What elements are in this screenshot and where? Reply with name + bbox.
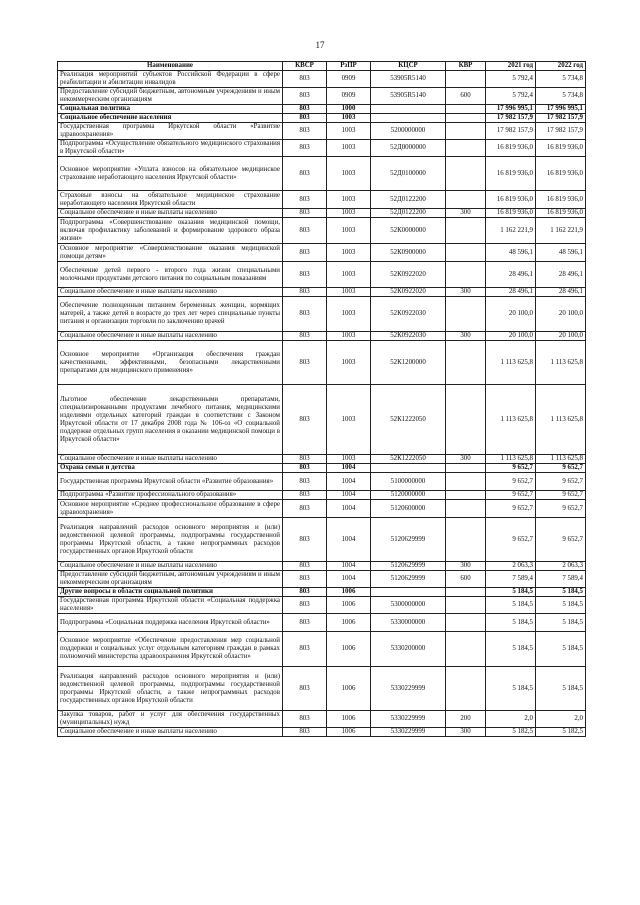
row-name: Реализация направлений расходов основного мероприятия и (или) ведомственной целевой программы, подпрограммы государственной программы Иркутской области, а также непрограммных расходов государственных органов Иркутской области bbox=[58, 667, 283, 711]
row-kcsr: 52К0922020 bbox=[371, 262, 446, 288]
row-2021: 2 063,3 bbox=[486, 562, 536, 571]
row-kcsr: 52Д0100000 bbox=[371, 157, 446, 191]
row-kcsr: 5120000000 bbox=[371, 491, 446, 500]
row-2021: 16 819 936,0 bbox=[486, 191, 536, 209]
row-kvsr: 803 bbox=[283, 218, 327, 244]
row-rzpr: 1004 bbox=[327, 491, 371, 500]
header-2022: 2022 год bbox=[536, 62, 586, 71]
row-name: Социальное обеспечение и иные выплаты населению bbox=[58, 209, 283, 218]
row-name: Страховые взносы на обязательное медицинское страхование неработающего населения Иркутской области bbox=[58, 191, 283, 209]
row-kvsr: 803 bbox=[283, 123, 327, 140]
table-row bbox=[58, 140, 586, 157]
row-rzpr: 0909 bbox=[327, 71, 371, 88]
row-rzpr: 1003 bbox=[327, 114, 371, 123]
row-kvsr: 803 bbox=[283, 473, 327, 491]
row-kcsr: 52Д0000000 bbox=[371, 140, 446, 157]
row-kcsr: 53905R5140 bbox=[371, 88, 446, 105]
table-row bbox=[58, 464, 586, 473]
row-2022: 28 496,1 bbox=[536, 288, 586, 297]
table-row bbox=[58, 518, 586, 562]
row-kvr: 300 bbox=[446, 455, 486, 464]
row-kvr bbox=[446, 218, 486, 244]
row-rzpr: 1003 bbox=[327, 140, 371, 157]
row-rzpr: 1004 bbox=[327, 473, 371, 491]
row-kcsr: 5200000000 bbox=[371, 123, 446, 140]
table-row bbox=[58, 297, 586, 332]
row-2021: 9 652,7 bbox=[486, 491, 536, 500]
row-2021: 17 996 995,1 bbox=[486, 105, 536, 114]
row-kvsr: 803 bbox=[283, 332, 327, 341]
row-kvr bbox=[446, 341, 486, 385]
row-kvsr: 803 bbox=[283, 711, 327, 728]
row-name: Реализация мероприятий субъектов Российской Федерации в сфере реабилитации и абилитации инвалидов bbox=[58, 71, 283, 88]
row-kvsr: 803 bbox=[283, 105, 327, 114]
row-2022: 16 819 936,0 bbox=[536, 209, 586, 218]
row-name: Государственная программа Иркутской области «Развитие образования» bbox=[58, 473, 283, 491]
row-2022: 5 184,5 bbox=[536, 588, 586, 597]
row-kcsr bbox=[371, 114, 446, 123]
row-rzpr: 1006 bbox=[327, 614, 371, 632]
row-2021: 17 982 157,9 bbox=[486, 123, 536, 140]
row-name: Подпрограмма «Развитие профессионального образования» bbox=[58, 491, 283, 500]
row-name: Закупка товаров, работ и услуг для обеспечения государственных (муниципальных) нужд bbox=[58, 711, 283, 728]
row-kvsr: 803 bbox=[283, 71, 327, 88]
row-kvsr: 803 bbox=[283, 614, 327, 632]
row-rzpr: 1004 bbox=[327, 500, 371, 518]
row-kvr: 300 bbox=[446, 332, 486, 341]
table-row bbox=[58, 614, 586, 632]
row-2022: 1 162 221,9 bbox=[536, 218, 586, 244]
row-name: Государственная программа Иркутской области «Социальная поддержка населения» bbox=[58, 597, 283, 614]
row-kvr bbox=[446, 123, 486, 140]
row-kvsr: 803 bbox=[283, 244, 327, 262]
row-name: Предоставление субсидий бюджетным, автономным учреждениям и иным некоммерческим организациям bbox=[58, 571, 283, 588]
row-name: Льготное обеспечение лекарственными препаратами, специализированными продуктами лечебного питания, медицинскими изделиями отдельных категорий граждан в соответствии с Законом Иркутской области от 17 декабря 2008 года № 106-оз «О социальной поддержке отдельных групп населения в оказании медицинской помощи в Иркутской области» bbox=[58, 385, 283, 455]
row-rzpr: 1003 bbox=[327, 297, 371, 332]
row-name: Социальное обеспечение и иные выплаты населению bbox=[58, 455, 283, 464]
row-kvsr: 803 bbox=[283, 491, 327, 500]
row-2022: 7 589,4 bbox=[536, 571, 586, 588]
row-kvsr: 803 bbox=[283, 562, 327, 571]
header-kvsr: КВСР bbox=[283, 62, 327, 71]
row-2021: 17 982 157,9 bbox=[486, 114, 536, 123]
row-rzpr: 1006 bbox=[327, 667, 371, 711]
row-kcsr: 5330229999 bbox=[371, 667, 446, 711]
row-2021: 1 113 625,8 bbox=[486, 385, 536, 455]
row-kvr bbox=[446, 667, 486, 711]
table-row bbox=[58, 588, 586, 597]
row-2022: 17 996 995,1 bbox=[536, 105, 586, 114]
row-name: Социальное обеспечение и иные выплаты населению bbox=[58, 332, 283, 341]
row-2021: 5 184,5 bbox=[486, 597, 536, 614]
row-rzpr: 1004 bbox=[327, 562, 371, 571]
row-2022: 9 652,7 bbox=[536, 491, 586, 500]
row-2021: 1 162 221,9 bbox=[486, 218, 536, 244]
row-kvsr: 803 bbox=[283, 728, 327, 737]
table-header-row bbox=[58, 62, 586, 71]
table-row bbox=[58, 71, 586, 88]
row-kvsr: 803 bbox=[283, 114, 327, 123]
row-2021: 20 100,0 bbox=[486, 332, 536, 341]
row-2022: 48 596,1 bbox=[536, 244, 586, 262]
row-2022: 9 652,7 bbox=[536, 473, 586, 491]
row-2021: 5 182,5 bbox=[486, 728, 536, 737]
table-row bbox=[58, 88, 586, 105]
row-kcsr: 5300000000 bbox=[371, 597, 446, 614]
row-name: Подпрограмма «Совершенствование оказания медицинской помощи, включая профилактику заболеваний и формирование здорового образа жизни» bbox=[58, 218, 283, 244]
row-rzpr: 1006 bbox=[327, 728, 371, 737]
row-2021: 16 819 936,0 bbox=[486, 157, 536, 191]
row-rzpr: 1003 bbox=[327, 209, 371, 218]
row-name: Основное мероприятие «Среднее профессиональное образование в сфере здравоохранения» bbox=[58, 500, 283, 518]
row-name: Предоставление субсидий бюджетным, автономным учреждениям и иным некоммерческим организациям bbox=[58, 88, 283, 105]
row-2022: 16 819 936,0 bbox=[536, 191, 586, 209]
row-name: Подпрограмма «Осуществление обязательного медицинского страхования в Иркутской области» bbox=[58, 140, 283, 157]
row-kvsr: 803 bbox=[283, 500, 327, 518]
row-kvr bbox=[446, 385, 486, 455]
row-2021: 16 819 936,0 bbox=[486, 140, 536, 157]
row-kvr bbox=[446, 597, 486, 614]
row-kvr bbox=[446, 500, 486, 518]
row-name: Обеспечение детей первого - второго года жизни специальными молочными продуктами детского питания по социальным показаниям bbox=[58, 262, 283, 288]
row-rzpr: 1003 bbox=[327, 244, 371, 262]
row-rzpr: 1003 bbox=[327, 455, 371, 464]
row-kvr bbox=[446, 244, 486, 262]
header-name: Наименование bbox=[58, 62, 283, 71]
row-2021: 20 100,0 bbox=[486, 297, 536, 332]
row-rzpr: 1003 bbox=[327, 341, 371, 385]
row-name: Основное мероприятие «Совершенствование оказания медицинской помощи детям» bbox=[58, 244, 283, 262]
row-2021: 5 792,4 bbox=[486, 88, 536, 105]
table-row bbox=[58, 385, 586, 455]
row-rzpr: 1003 bbox=[327, 262, 371, 288]
row-2022: 5 184,5 bbox=[536, 614, 586, 632]
row-kcsr: 53905R5140 bbox=[371, 71, 446, 88]
row-kvr bbox=[446, 157, 486, 191]
row-kvr: 600 bbox=[446, 88, 486, 105]
row-name: Реализация направлений расходов основного мероприятия и (или) ведомственной целевой программы, подпрограммы государственной программы Иркутской области, а также непрограммных расходов государственных органов Иркутской области bbox=[58, 518, 283, 562]
row-kvr bbox=[446, 140, 486, 157]
row-kvsr: 803 bbox=[283, 262, 327, 288]
row-kcsr: 52Д0122200 bbox=[371, 191, 446, 209]
row-kvr: 300 bbox=[446, 728, 486, 737]
row-2022: 1 113 625,8 bbox=[536, 455, 586, 464]
row-kcsr: 52К1222050 bbox=[371, 455, 446, 464]
row-rzpr: 1000 bbox=[327, 105, 371, 114]
row-rzpr: 1004 bbox=[327, 518, 371, 562]
table-row bbox=[58, 473, 586, 491]
row-rzpr: 1006 bbox=[327, 711, 371, 728]
row-kvr bbox=[446, 114, 486, 123]
row-kvsr: 803 bbox=[283, 632, 327, 667]
row-kcsr: 5330200000 bbox=[371, 632, 446, 667]
row-kcsr: 52К0922030 bbox=[371, 297, 446, 332]
row-2022: 1 113 625,8 bbox=[536, 341, 586, 385]
header-2021: 2021 год bbox=[486, 62, 536, 71]
row-2022: 9 652,7 bbox=[536, 464, 586, 473]
row-kcsr: 52К0000000 bbox=[371, 218, 446, 244]
row-kvr bbox=[446, 191, 486, 209]
row-2021: 5 184,5 bbox=[486, 667, 536, 711]
row-2022: 5 184,5 bbox=[536, 632, 586, 667]
row-2022: 5 734,8 bbox=[536, 88, 586, 105]
row-kvsr: 803 bbox=[283, 464, 327, 473]
header-kcsr: КЦСР bbox=[371, 62, 446, 71]
row-kcsr: 52Д0122200 bbox=[371, 209, 446, 218]
row-rzpr: 1006 bbox=[327, 632, 371, 667]
table-row bbox=[58, 491, 586, 500]
table-row bbox=[58, 341, 586, 385]
row-name: Государственная программа Иркутской области «Развитие здравоохранения» bbox=[58, 123, 283, 140]
table-row bbox=[58, 105, 586, 114]
row-2021: 1 113 625,8 bbox=[486, 341, 536, 385]
row-kcsr: 5330229999 bbox=[371, 728, 446, 737]
row-kcsr bbox=[371, 588, 446, 597]
row-2022: 2,0 bbox=[536, 711, 586, 728]
row-2022: 9 652,7 bbox=[536, 500, 586, 518]
row-2022: 16 819 936,0 bbox=[536, 140, 586, 157]
row-name: Социальное обеспечение и иные выплаты населению bbox=[58, 728, 283, 737]
row-kvsr: 803 bbox=[283, 385, 327, 455]
row-rzpr: 1003 bbox=[327, 385, 371, 455]
row-2021: 5 792,4 bbox=[486, 71, 536, 88]
row-kvr bbox=[446, 473, 486, 491]
row-2021: 28 496,1 bbox=[486, 288, 536, 297]
row-kcsr: 5120629999 bbox=[371, 571, 446, 588]
row-kcsr bbox=[371, 105, 446, 114]
row-kvr bbox=[446, 491, 486, 500]
row-2022: 1 113 625,8 bbox=[536, 385, 586, 455]
table-row bbox=[58, 455, 586, 464]
row-kcsr: 52К0922020 bbox=[371, 288, 446, 297]
row-2021: 28 496,1 bbox=[486, 262, 536, 288]
row-name: Охрана семьи и детства bbox=[58, 464, 283, 473]
row-kvsr: 803 bbox=[283, 455, 327, 464]
row-name: Подпрограмма «Социальная поддержка населения Иркутской области» bbox=[58, 614, 283, 632]
row-rzpr: 1006 bbox=[327, 597, 371, 614]
row-kvr bbox=[446, 464, 486, 473]
row-kvr bbox=[446, 297, 486, 332]
row-kvsr: 803 bbox=[283, 88, 327, 105]
row-2022: 5 184,5 bbox=[536, 597, 586, 614]
table-row bbox=[58, 262, 586, 288]
row-name: Основное мероприятие «Организация обеспечения граждан качественными, эффективными, безопасными лекарственными препаратами для медицинского применения» bbox=[58, 341, 283, 385]
row-kcsr bbox=[371, 464, 446, 473]
row-rzpr: 1003 bbox=[327, 157, 371, 191]
row-kvr: 300 bbox=[446, 209, 486, 218]
row-2022: 16 819 936,0 bbox=[536, 157, 586, 191]
row-2021: 5 184,5 bbox=[486, 588, 536, 597]
row-rzpr: 1003 bbox=[327, 288, 371, 297]
row-kcsr: 5100000000 bbox=[371, 473, 446, 491]
row-2021: 5 184,5 bbox=[486, 614, 536, 632]
table-row bbox=[58, 114, 586, 123]
header-rzpr: РзПР bbox=[327, 62, 371, 71]
table-row bbox=[58, 209, 586, 218]
table-row bbox=[58, 332, 586, 341]
table-row bbox=[58, 571, 586, 588]
table-row bbox=[58, 500, 586, 518]
row-kvsr: 803 bbox=[283, 588, 327, 597]
row-2021: 9 652,7 bbox=[486, 518, 536, 562]
row-kcsr: 52К0900000 bbox=[371, 244, 446, 262]
header-kvr: КВР bbox=[446, 62, 486, 71]
row-kvr bbox=[446, 632, 486, 667]
row-kvr bbox=[446, 105, 486, 114]
table-row bbox=[58, 667, 586, 711]
row-kvsr: 803 bbox=[283, 518, 327, 562]
row-kvsr: 803 bbox=[283, 157, 327, 191]
row-kcsr: 5120600000 bbox=[371, 500, 446, 518]
row-2021: 16 819 936,0 bbox=[486, 209, 536, 218]
row-kvsr: 803 bbox=[283, 571, 327, 588]
row-kvr bbox=[446, 614, 486, 632]
row-kvsr: 803 bbox=[283, 667, 327, 711]
row-2021: 5 184,5 bbox=[486, 632, 536, 667]
page-number: 17 bbox=[315, 40, 325, 50]
table-row bbox=[58, 632, 586, 667]
budget-table bbox=[57, 61, 586, 737]
row-kvsr: 803 bbox=[283, 297, 327, 332]
row-kcsr: 5120629999 bbox=[371, 562, 446, 571]
row-2022: 17 982 157,9 bbox=[536, 123, 586, 140]
row-2022: 5 734,8 bbox=[536, 71, 586, 88]
row-kvsr: 803 bbox=[283, 597, 327, 614]
row-2022: 5 184,5 bbox=[536, 667, 586, 711]
row-2021: 7 589,4 bbox=[486, 571, 536, 588]
row-rzpr: 1004 bbox=[327, 464, 371, 473]
row-name: Социальное обеспечение и иные выплаты населению bbox=[58, 288, 283, 297]
row-rzpr: 0909 bbox=[327, 88, 371, 105]
row-2022: 20 100,0 bbox=[536, 297, 586, 332]
row-kvr: 200 bbox=[446, 711, 486, 728]
row-name: Социальное обеспечение населения bbox=[58, 114, 283, 123]
row-name: Другие вопросы в области социальной политики bbox=[58, 588, 283, 597]
row-kvsr: 803 bbox=[283, 191, 327, 209]
row-kcsr: 52К1200000 bbox=[371, 341, 446, 385]
row-rzpr: 1003 bbox=[327, 123, 371, 140]
row-kvr bbox=[446, 262, 486, 288]
row-2021: 2,0 bbox=[486, 711, 536, 728]
row-2021: 1 113 625,8 bbox=[486, 455, 536, 464]
table-row bbox=[58, 191, 586, 209]
table-row bbox=[58, 288, 586, 297]
row-name: Основное мероприятие «Обеспечение предоставления мер социальной поддержки и социальных услуг отдельным категориям граждан в рамках полномочий министерства здравоохранения Иркутской области» bbox=[58, 632, 283, 667]
row-name: Социальное обеспечение и иные выплаты населению bbox=[58, 562, 283, 571]
row-2021: 9 652,7 bbox=[486, 464, 536, 473]
row-2022: 5 182,5 bbox=[536, 728, 586, 737]
row-2022: 9 652,7 bbox=[536, 518, 586, 562]
row-kcsr: 5120629999 bbox=[371, 518, 446, 562]
table-row bbox=[58, 728, 586, 737]
row-kvr: 300 bbox=[446, 288, 486, 297]
row-kvr bbox=[446, 588, 486, 597]
table-row bbox=[58, 157, 586, 191]
row-kcsr: 5330229999 bbox=[371, 711, 446, 728]
table-row bbox=[58, 562, 586, 571]
row-kvsr: 803 bbox=[283, 288, 327, 297]
row-2021: 9 652,7 bbox=[486, 500, 536, 518]
row-2021: 48 596,1 bbox=[486, 244, 536, 262]
row-name: Основное мероприятие «Уплата взносов на обязательное медицинское страхование неработающего населения Иркутской области» bbox=[58, 157, 283, 191]
row-kvr: 600 bbox=[446, 571, 486, 588]
row-name: Обеспечение полноценным питанием беременных женщин, кормящих матерей, а также детей в возрасте до трех лет через специальные пункты питания и организации торговли по заключению врачей bbox=[58, 297, 283, 332]
table-row bbox=[58, 123, 586, 140]
table-row bbox=[58, 218, 586, 244]
row-rzpr: 1003 bbox=[327, 332, 371, 341]
row-kcsr: 52К1222050 bbox=[371, 385, 446, 455]
row-2022: 20 100,0 bbox=[536, 332, 586, 341]
row-name: Социальная политика bbox=[58, 105, 283, 114]
row-2022: 17 982 157,9 bbox=[536, 114, 586, 123]
row-2022: 2 063,3 bbox=[536, 562, 586, 571]
table-row bbox=[58, 711, 586, 728]
row-rzpr: 1006 bbox=[327, 588, 371, 597]
row-2022: 28 496,1 bbox=[536, 262, 586, 288]
table-row bbox=[58, 597, 586, 614]
row-rzpr: 1003 bbox=[327, 218, 371, 244]
row-kvr bbox=[446, 518, 486, 562]
table-row bbox=[58, 244, 586, 262]
row-kvsr: 803 bbox=[283, 140, 327, 157]
row-kvsr: 803 bbox=[283, 341, 327, 385]
row-2021: 9 652,7 bbox=[486, 473, 536, 491]
row-kcsr: 5330000000 bbox=[371, 614, 446, 632]
row-kvr: 300 bbox=[446, 562, 486, 571]
row-rzpr: 1003 bbox=[327, 191, 371, 209]
row-kvsr: 803 bbox=[283, 209, 327, 218]
row-rzpr: 1004 bbox=[327, 571, 371, 588]
row-kcsr: 52К0922030 bbox=[371, 332, 446, 341]
row-kvr bbox=[446, 71, 486, 88]
